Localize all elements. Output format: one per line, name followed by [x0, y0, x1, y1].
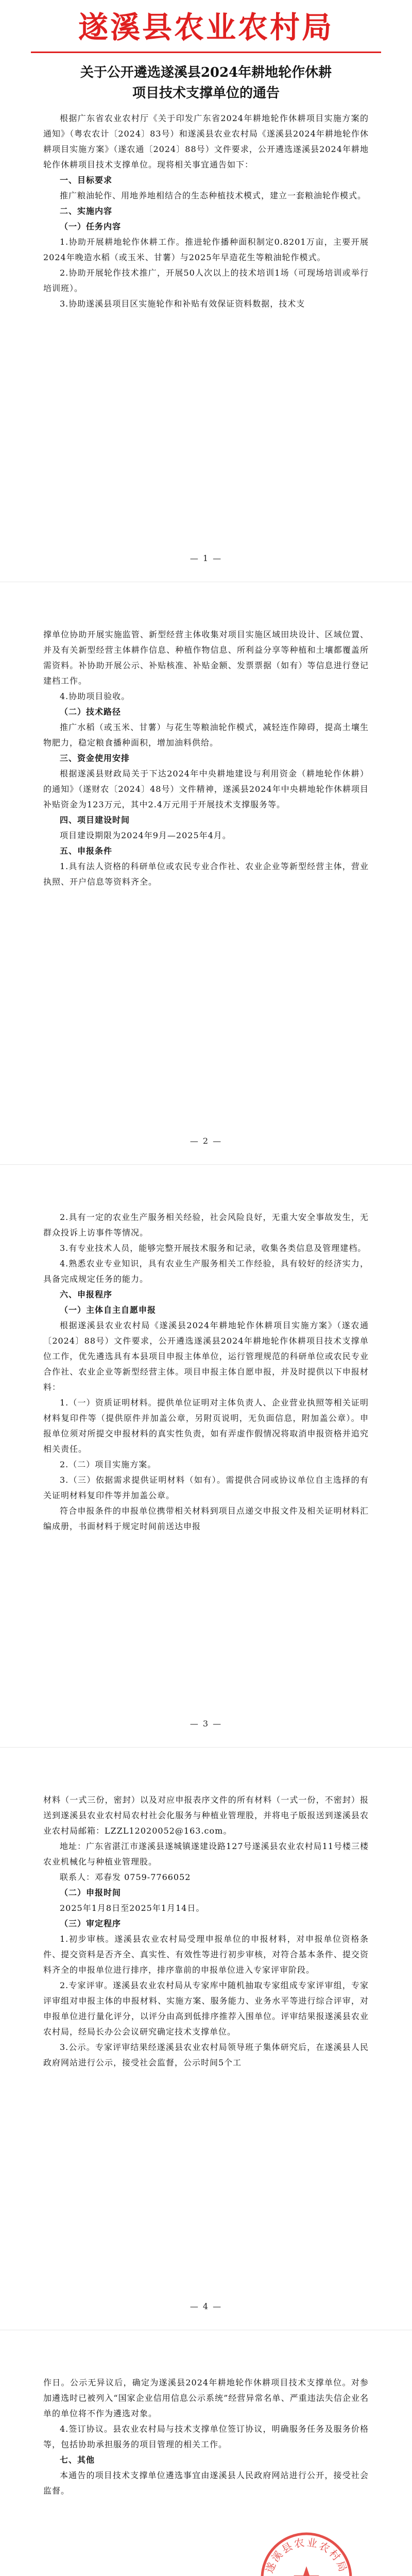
paragraph: 撑单位协助开展实施监管、新型经营主体收集对项目实施区域田块设计、区域位置、并及有关新型经营主体耕作信息、种植作物信息、所利益分享等种植和土壤都覆盖所需资料。补协助开展公示、补贴核准、补贴金额、发票票据（如有）等信息进行登记建档工作。: [43, 630, 369, 686]
seal-star-icon: [294, 2566, 319, 2576]
org-masthead: 遂溪县农业农村局: [78, 10, 334, 45]
paragraph: 4.熟悉农业专业知识，具有农业生产服务相关工作经验，具有较好的经济实力，具备完成规定任务的能力。: [43, 1259, 369, 1284]
section-heading: 一、目标要求: [60, 175, 113, 185]
page-number: — 2 —: [190, 1136, 222, 1146]
page-4: [0, 1748, 412, 2330]
paragraph: 推广水稻（或玉米、甘薯）与花生等粮油轮作模式，减轻连作障碍，提高土壤生物肥力，稳定粮食播种面积，增加油料供给。: [43, 722, 369, 748]
page-1-body: [0, 111, 412, 312]
subsection-heading: （一）主体自主自愿申报: [60, 1305, 157, 1315]
page-4-body: [0, 1748, 412, 2071]
subsection-heading: （二）申报时间: [60, 1888, 122, 1897]
paragraph: 3.有专业技术人员，能够完整开展技术服务和记录，收集各类信息及管理建档。: [60, 1243, 367, 1253]
paragraph: 2.协助开展轮作技术推广，开展50人次以上的技术培训1场（可现场培训或举行培训班）。: [43, 268, 369, 293]
paragraph: 符合申报条件的申报单位携带相关材料到项目点递交申报文件及相关证明材料汇编成册，书面材料于规定时间前送达申报: [43, 1506, 369, 1531]
paragraph: 本通告的项目技术支撑单位遴选事宜由遂溪县人民政府网站进行公开，接受社会监督。: [43, 2470, 369, 2496]
section-heading: 七、其他: [60, 2455, 95, 2465]
paragraph: 1.（一）资质证明材料。提供单位证明对主体负责人、企业营业执照等相关证明材料复印件等（提供原件并加盖公章，另附页说明，无负面信息，附加盖公章）。申报单位须对所提交申报材料的真实性负责，如有弄虚作假情况将取消申报资格并追究相关责任。: [43, 1398, 369, 1454]
paragraph: 1.初步审核。遂溪县农业农村局受理申报单位的申报材料，对申报单位资格条件、提交资料是否齐全、真实性、有效性等进行初步审核，对符合基本条件、提交资料齐全的申报单位进行排序，排序靠前的申报单位进入专家评审阶段。: [43, 1934, 369, 1975]
paragraph: 3.协助遂溪县项目区实施轮作和补贴有效保证资料数据，技术支: [60, 299, 305, 309]
paragraph: 1.协助开展耕地轮作休耕工作。推进轮作播种面积制定0.8201万亩，主要开展2024年晚造水稻（或玉米、甘薯）与2025年早造花生等粮油轮作模式。: [43, 237, 369, 262]
section-heading: 二、实施内容: [60, 206, 113, 216]
paragraph: 2.具有一定的农业生产服务相关经验，社会风险良好，无重大安全事故发生，无群众投诉上访事件等情况。: [43, 1212, 369, 1238]
page-1: [0, 0, 412, 582]
subsection-heading: （二）技术路径: [60, 707, 122, 717]
paragraph: 作日。公示无异议后，确定为遂溪县2024年耕地轮作休耕项目技术支撑单位。对参加遴选时已被列入“国家企业信用信息公示系统”经营异常名单、严重违法失信企业名单的单位将不作为遴选对象。: [43, 2378, 369, 2418]
paragraph: 3.公示。专家评审结果经遂溪县农业农村局领导班子集体研究后，在遂溪县人民政府网站进行公示，接受社会监督，公示时间5个工: [43, 2042, 369, 2067]
contact-paragraph: 联系人：邓春发 0759-7766052: [60, 1872, 191, 1882]
paragraph: 根据遂溪县农业农村局《遂溪县2024年耕地轮作休耕项目实施方案》（遂农通〔2024〕88号）文件要求，公开遴选遂溪县2024年耕地轮作休耕项目技术支撑单位工作，优先遴选具有本县项目申报主体单位，运行管理规范的科研单位或农民专业合作社、农业企业等新型经营主体。项目申报主体自愿申报，并及时提供以下申报材料：: [43, 1320, 369, 1392]
page-5-body: [0, 2331, 412, 2499]
section-heading: 五、申报条件: [60, 846, 113, 856]
paragraph: 1.具有法人资格的科研单位或农民专业合作社、农业企业等新型经营主体，营业执照、开户信息等资料齐全。: [43, 861, 369, 887]
subsection-heading: （一）任务内容: [60, 222, 122, 231]
paragraph: 材料（一式三份，密封）以及对应申报表序文件的所有材料（一式一份，不密封）报送到遂溪县农业农村局农村社会化服务与种植业管理股，并将电子版报送到遂溪县农业农村局邮箱：LZZL12020052@163.com。: [43, 1795, 369, 1836]
page-2: [0, 583, 412, 1165]
section-heading: 三、资金使用安排: [60, 753, 130, 763]
paragraph: 2.专家评审。遂溪县农业农村局从专家库中随机抽取专家组成专家评审组，专家评审组对申报主体的申报材料、实施方案、服务能力、业务水平等进行综合评审，对申报单位进行量化评分，以评分由高到低排序推荐入围单位。评审结果报遂溪县农业农村局，经局长办公会议研究确定技术支撑单位。: [43, 1980, 369, 2037]
section-heading: 四、项目建设时间: [60, 815, 130, 825]
paragraph: 2.（二）项目实施方案。: [60, 1460, 157, 1469]
paragraph: 根据遂溪县财政局关于下达2024年中央耕地建设与利用资金（耕地轮作休耕）的通知》（遂财农〔2024〕48号）文件精神，遂溪县2024年中央耕地轮作休耕项目补贴资金为123万元，其中2.4万元用于开展技术支撑服务等。: [43, 769, 369, 809]
official-seal: [258, 2529, 355, 2576]
page-3: [0, 1165, 412, 1748]
title-line-1: 关于公开遴选遂溪县2024年耕地轮作休耕: [80, 65, 332, 80]
section-heading: 六、申报程序: [60, 1290, 113, 1299]
paragraph: 推广粮油轮作、用地养地相结合的生态种植技术模式，建立一套粮油轮作模式。: [60, 191, 367, 200]
page-3-body: [0, 1165, 412, 1534]
paragraph: 3.（三）依据需求提供证明材料（如有）。需提供合同或协议单位自主选择的有关证明材料复印件等并加盖公章。: [43, 1475, 369, 1500]
paragraph: 2025年1月8日至2025年1月14日。: [60, 1903, 205, 1913]
paragraph: 根据广东省农业农村厅《关于印发广东省2024年耕地轮作休耕项目实施方案的通知》（粤农农计〔2024〕83号）和遂溪县农业农村局《遂溪县2024年耕地轮作休耕项目实施方案》（遂农通〔2024〕88号）文件要求，公开遴选遂溪县2024年耕地轮作休耕项目技术支撑单位。现将相关事宜通告如下：: [43, 113, 369, 170]
page-number: — 3 —: [190, 1719, 222, 1728]
page-2-body: [0, 583, 412, 890]
paragraph: 4.协助项目验收。: [60, 691, 130, 701]
masthead-red-line: [31, 52, 381, 53]
subsection-heading: （三）审定程序: [60, 1919, 122, 1928]
paragraph: 项目建设期限为2024年9月—2025年4月。: [60, 831, 231, 840]
document-title: [36, 62, 376, 104]
page-5: [0, 2331, 412, 2576]
title-line-2: 项目技术支撑单位的通告: [132, 86, 280, 101]
seal-ring-text: 遂溪县农业农村局: [263, 2536, 350, 2575]
page-number: — 4 —: [190, 2301, 222, 2311]
svg-text:遂溪县农业农村局: [263, 2536, 350, 2574]
page-number: — 1 —: [190, 553, 222, 563]
address-paragraph: 地址：广东省湛江市遂溪县遂城镇遂建设路127号遂溪县农业农村局11号楼三楼农业机械化与种植业管理股。: [43, 1841, 369, 1867]
paragraph: 4.签订协议。县农业农村局与技术支撑单位签订协议，明确服务任务及服务价格等，包括协助承担服务的项目管理的相关工作。: [43, 2424, 369, 2449]
